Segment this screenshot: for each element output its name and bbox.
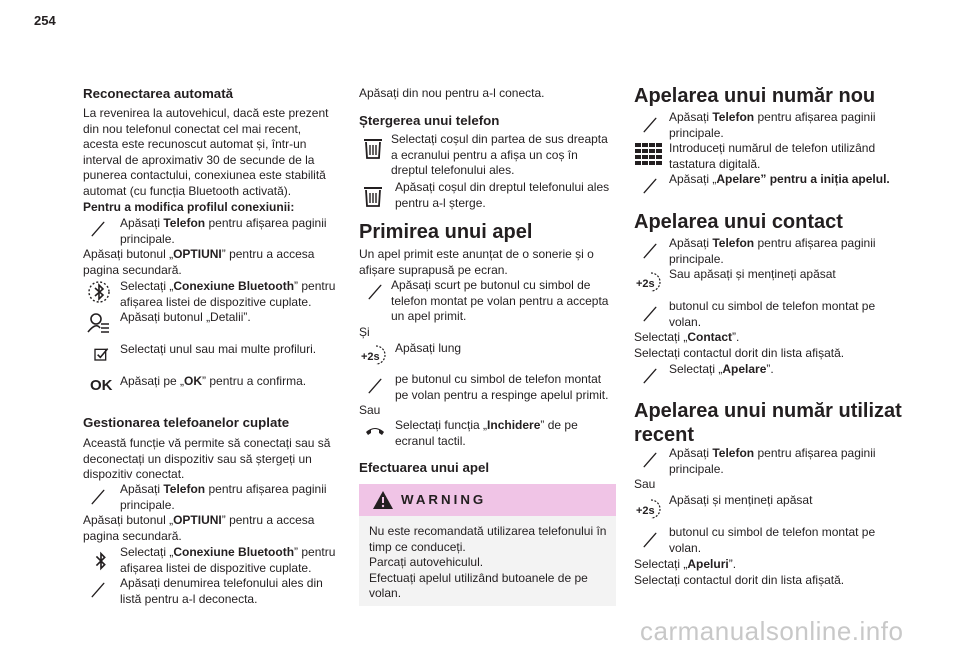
step-ok: Apăsați pe „OK” pentru a confirma. — [120, 374, 307, 388]
warning-header — [359, 484, 616, 516]
keypad-icon — [635, 143, 663, 165]
step-accept-call: Apăsați scurt pe butonul cu simbol de telefon montat pe volan pentru a accepta un apel primit. — [391, 278, 609, 324]
touch-icon — [640, 304, 660, 324]
text-or: Sau — [359, 403, 381, 417]
step-or-hold: Sau apăsați și mențineți apăsat — [669, 267, 836, 281]
step-bluetooth-1: Selectați „Conexiune Bluetooth” pentru afișarea listei de dispozitive cuplate. — [120, 279, 336, 309]
heading-manage-phones: Gestionarea telefoanelor cuplate — [83, 415, 290, 430]
step-long-press: Apăsați lung — [395, 341, 462, 355]
step-bluetooth-2: Selectați „Conexiune Bluetooth” pentru afișarea listei de dispozitive cuplate. — [120, 545, 336, 575]
step-press-phone-4: Apăsați Telefon pentru afișarea paginii principale. — [669, 236, 876, 266]
step-select-profiles: Selectați unul sau mai multe profiluri. — [120, 342, 317, 356]
step-options-1: Apăsați butonul „OPTIUNI” pentru a accesa pagina secundară. — [83, 247, 315, 277]
trash-icon — [362, 184, 384, 208]
step-select-from-list-2: Selectați contactul dorit din lista afișată. — [634, 573, 845, 587]
step-select-call: Selectați „Apelare”. — [669, 362, 774, 376]
details-icon — [86, 310, 110, 334]
voice-long-press-icon — [635, 497, 665, 521]
step-wheel-button: butonul cu simbol de telefon montat pe volan. — [669, 299, 876, 329]
heading-auto-reconnect: Reconectarea automată — [83, 86, 234, 101]
paragraph-press-again: Apăsați din nou pentru a-l conecta. — [359, 86, 545, 100]
touch-icon — [640, 366, 660, 386]
heading-call-contact: Apelarea unui contact — [634, 211, 843, 233]
step-dial: Apăsați „Apelare” pentru a iniția apelul. — [669, 172, 890, 186]
warning-icon — [372, 490, 394, 510]
step-delete-2: Apăsați coșul din dreptul telefonului ales pentru a-l șterge. — [395, 180, 610, 210]
step-options-2: Apăsați butonul „OPTIUNI” pentru a accesa pagina secundară. — [83, 513, 315, 543]
bold-modify-profile: Pentru a modifica profilul conexiunii: — [83, 200, 295, 214]
svg-text:+2s: +2s — [636, 278, 655, 290]
touch-icon — [640, 450, 660, 470]
bluetooth-settings-icon — [87, 280, 111, 304]
step-press-phone-5: Apăsați Telefon pentru afișarea paginii principale. — [669, 446, 876, 476]
touch-icon — [88, 487, 108, 507]
paragraph-auto-reconnect: La revenirea la autovehicul, dacă este prezent din nou telefonul conectat cel mai recent, acesta este recunoscut automat și, într-un interval de aproximativ 30 de secunde de la punerea contactului, conexiunea este stabilită automat (cu funcția Bluetooth activată). — [83, 106, 329, 198]
warning-title: WARNING — [401, 492, 487, 507]
touch-icon — [640, 530, 660, 550]
step-disconnect: Apăsați denumirea telefonului ales din listă pentru a-l deconecta. — [120, 576, 323, 606]
step-select-from-list: Selectați contactul dorit din lista afișată. — [634, 346, 845, 360]
heading-receive-call: Primirea unui apel — [359, 221, 533, 243]
svg-text:+2s: +2s — [636, 505, 655, 517]
paragraph-manage: Această funcție vă permite să conectați sau să deconectați un dispozitiv sau să ștergeți un dispozitiv conectat. — [83, 436, 331, 482]
step-select-calls: Selectați „Apeluri”. — [634, 557, 737, 571]
warning-box — [359, 484, 616, 606]
checkbox-icon — [93, 346, 109, 362]
warning-text: Nu este recomandată utilizarea telefonului în timp ce conduceți. Parcați autovehiculul. Efectuați apelul utilizând butoanele de pe volan. — [369, 524, 607, 601]
touch-icon — [640, 241, 660, 261]
touch-icon — [88, 580, 108, 600]
step-select-contact: Selectați „Contact”. — [634, 330, 740, 344]
heading-recent-number: Apelarea unui număr utilizat recent — [634, 400, 902, 446]
ok-icon: OK — [90, 377, 113, 394]
step-keypad: Introduceți numărul de telefon utilizând tastatura digitală. — [669, 141, 876, 171]
heading-delete-phone: Ștergerea unui telefon — [359, 113, 500, 128]
step-wheel-button-2: butonul cu simbol de telefon montat pe volan. — [669, 525, 876, 555]
watermark: carmanualsonline.info — [640, 616, 904, 646]
step-press-phone-2: Apăsați Telefon pentru afișarea paginii principale. — [120, 482, 327, 512]
step-details: Apăsați butonul „Detalii”. — [120, 310, 251, 324]
heading-new-number: Apelarea unui număr nou — [634, 85, 876, 107]
text-and: Și — [359, 325, 370, 339]
heading-make-call: Efectuarea unui apel — [359, 460, 490, 475]
step-press-phone-1: Apăsați Telefon pentru afișarea paginii principale. — [120, 216, 327, 246]
step-press-phone-3: Apăsați Telefon pentru afișarea paginii principale. — [669, 110, 876, 140]
page-number: 254 — [34, 13, 56, 28]
touch-icon — [640, 176, 660, 196]
paragraph-receive: Un apel primit este anunțat de o sonerie și o afișare suprapusă pe ecran. — [359, 247, 594, 277]
touch-icon — [640, 115, 660, 135]
bluetooth-icon — [93, 550, 109, 572]
hang-up-icon — [364, 424, 386, 436]
voice-long-press-icon — [360, 343, 390, 367]
svg-text:+2s: +2s — [361, 351, 380, 363]
text-or-2: Sau — [634, 477, 656, 491]
step-delete-1: Selectați coșul din partea de sus dreapta a ecranului pentru a afișa un coș în dreptul telefonului ales. — [391, 132, 608, 178]
step-hang-up: Selectați funcția „Inchidere” de pe ecranul tactil. — [395, 418, 578, 448]
touch-icon — [365, 376, 385, 396]
voice-long-press-icon — [635, 270, 665, 294]
touch-icon — [88, 219, 108, 239]
step-reject-call: pe butonul cu simbol de telefon montat pe volan pentru a respinge apelul primit. — [395, 372, 609, 402]
step-hold-2: Apăsați și mențineți apăsat — [669, 493, 813, 507]
